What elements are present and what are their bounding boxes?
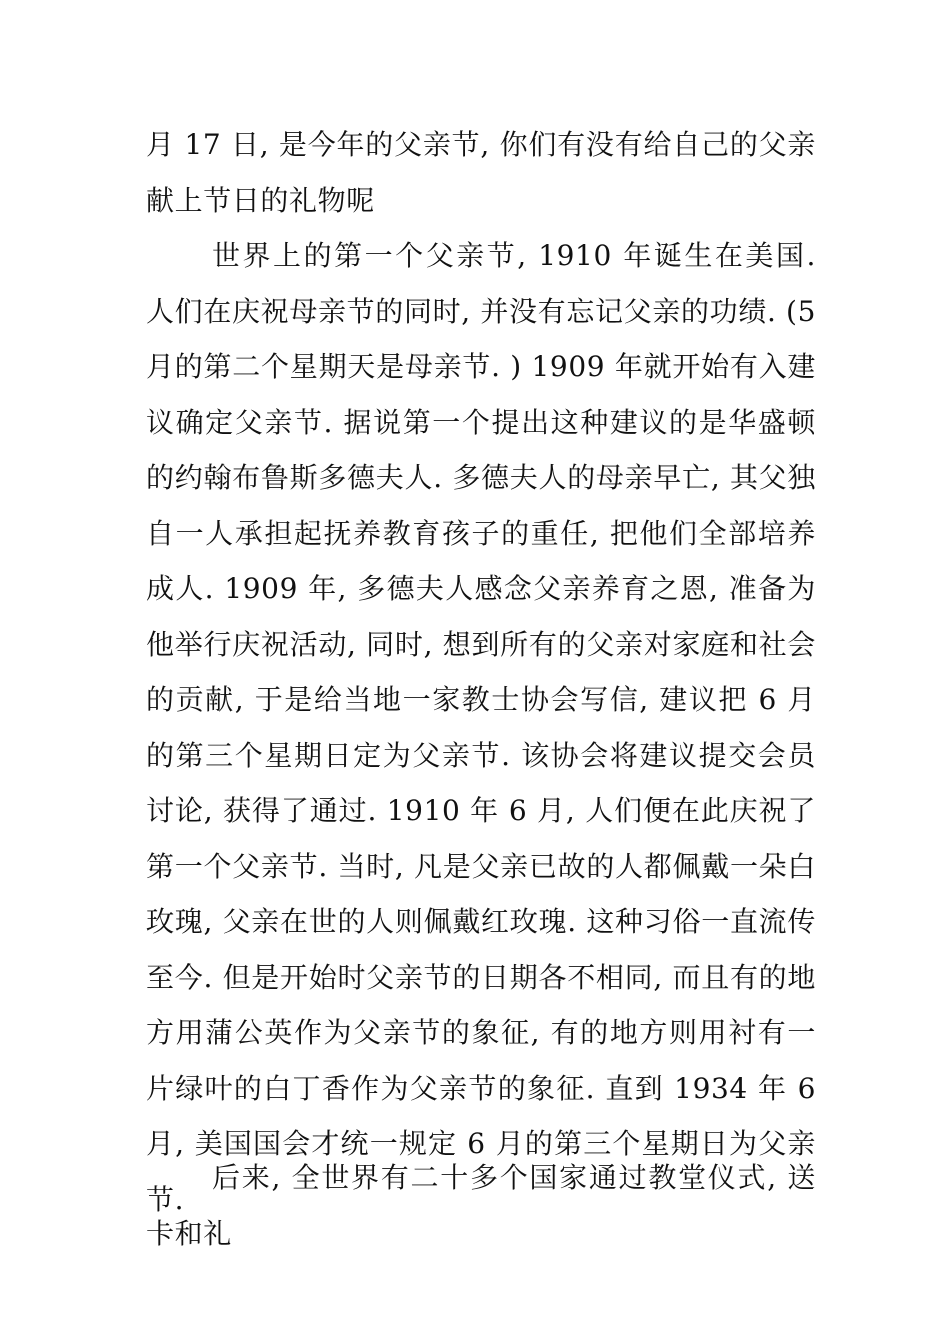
paragraph-3: 后来, 全世界有二十多个国家通过教堂仪式, 送卡和礼 xyxy=(146,1161,816,1250)
paragraph-2: 世界上的第一个父亲节, 1910 年诞生在美国. 人们在庆祝母亲节的同时, 并没有忘记父亲的功绩. (5 月的第二个星期天是母亲节. ) 1909 年就开始有入建议确定父亲节. 据说第一个提出这种建议的是华盛顿的约翰布鲁斯多德夫人. 多德夫人的母亲早亡, 其父独自一人承担起抚养教育孩子的重任, 把他们全部培养成人. 1909 年, 多德夫人感念父亲养育之恩, 准备为他举行庆祝活动, 同时, 想到所有的父亲对家庭和社会的贡献, 于是给当地一家教士协会写信, 建议把 6 月的第三个星期日定为父亲节. 该协会将建议提交会员讨论, 获得了通过. 1910 年 6 月, 人们便在此庆祝了第一个父亲节. 当时, 凡是父亲已故的人都佩戴一朵白玫瑰, 父亲在世的人则佩戴红玫瑰. 这种习俗一直流传至今. 但是开始时父亲节的日期各不相同, 而且有的地方用蒲公英作为父亲节的象征, 有的地方则用衬有一片绿叶的白丁香作为父亲节的象征. 直到 1934 年 6 月, 美国国会才统一规定 6 月的第三个星期日为父亲节. xyxy=(146,239,816,1216)
paragraph-1: 月 17 日, 是今年的父亲节, 你们有没有给自己的父亲献上节日的礼物呢 xyxy=(146,128,816,217)
